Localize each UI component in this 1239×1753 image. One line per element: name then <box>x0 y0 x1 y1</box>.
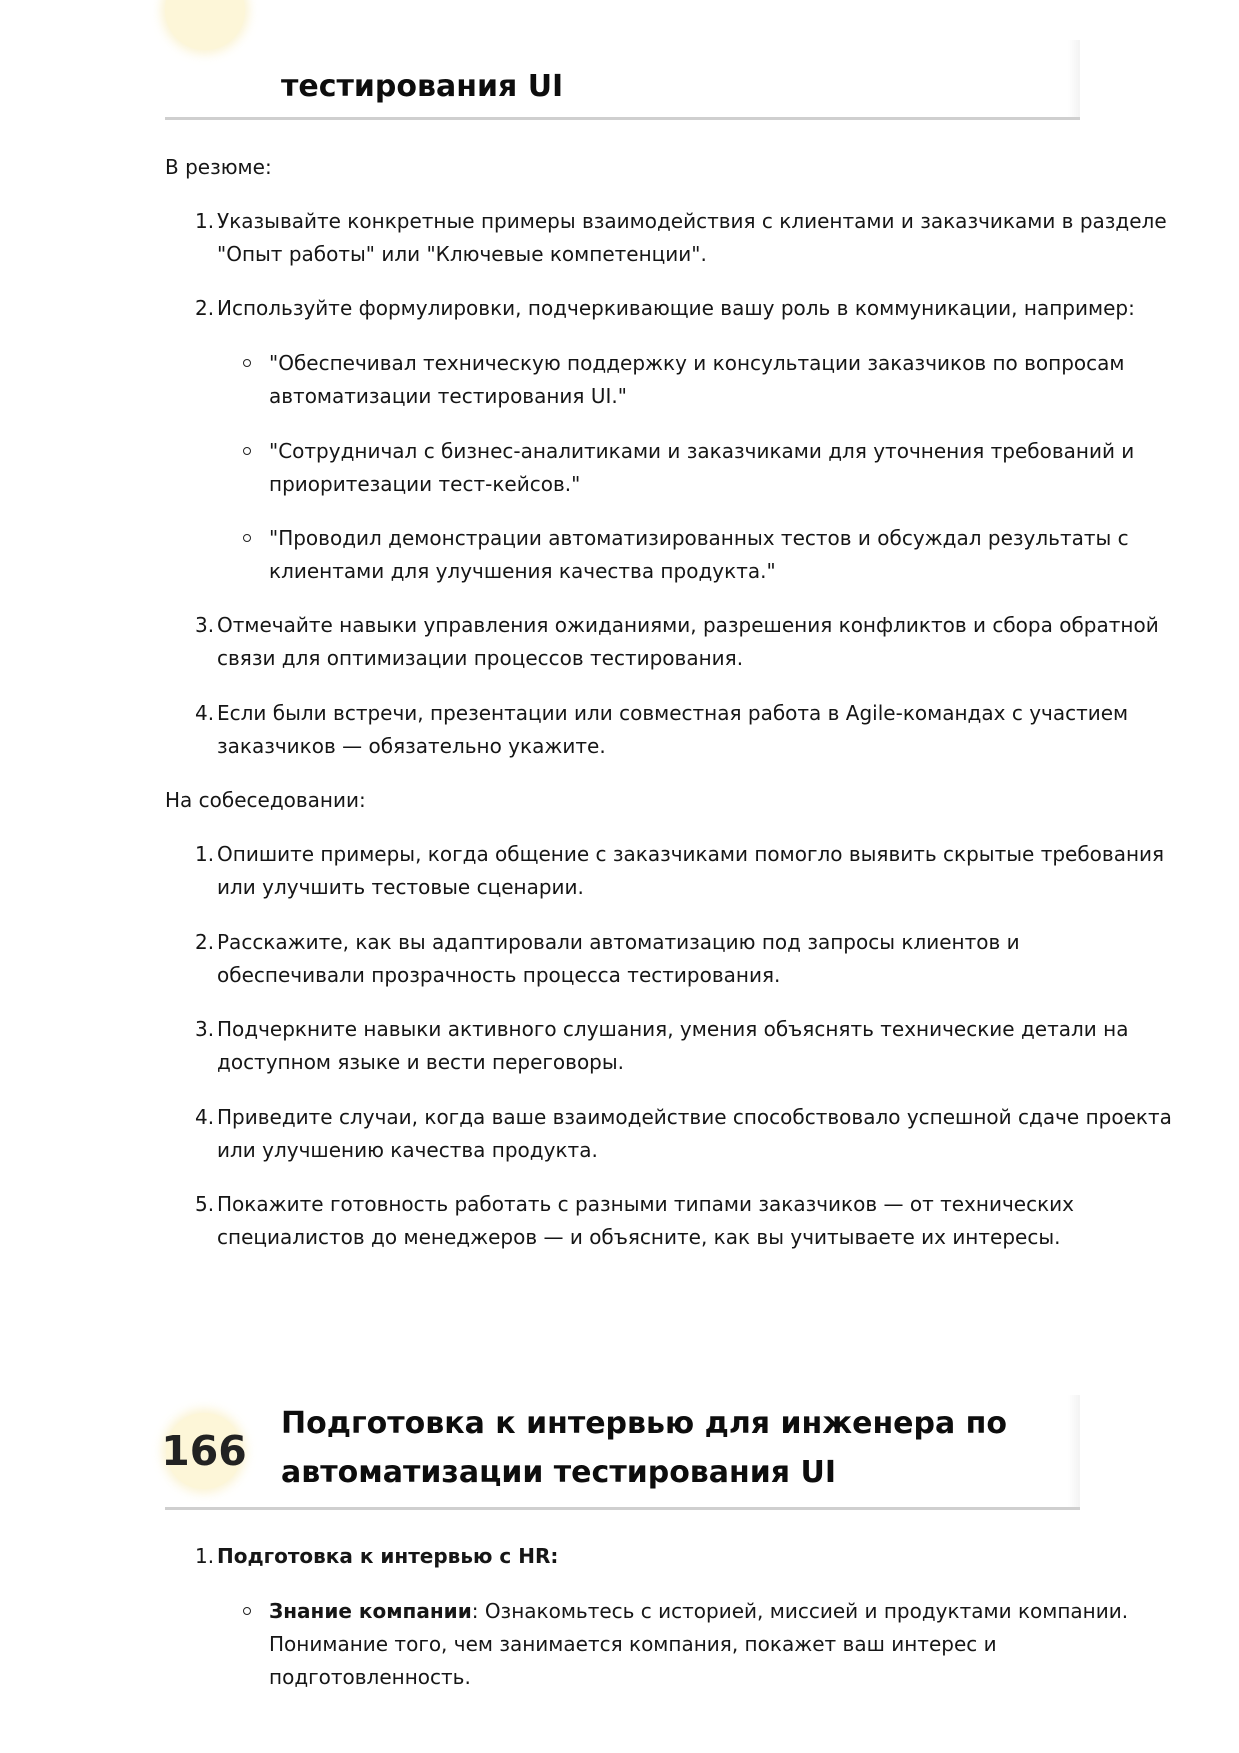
list-item: 1. Указывайте конкретные примеры взаимодействия с клиентами и заказчиками в разделе "Опыт работы" или "Ключевые компетенции". <box>195 209 1167 266</box>
sub-list-item: "Обеспечивал техническую поддержку и консультации заказчиков по вопросам автоматизации тестирования UI." <box>269 347 1125 413</box>
circle-bullet-icon <box>243 1607 251 1615</box>
section-header-top <box>165 40 1080 120</box>
sub-list-item: "Сотрудничал с бизнес-аналитиками и заказчиками для уточнения требований и приоритезации тест-кейсов." <box>269 435 1134 501</box>
list-item: 3. Подчеркните навыки активного слушания, умения объяснять технические детали на доступном языке и вести переговоры. <box>195 1017 1129 1074</box>
circle-bullet-icon <box>243 534 251 542</box>
list-item: 4. Если были встречи, презентации или совместная работа в Agile-командах с участием заказчиков — обязательно укажите. <box>195 701 1129 758</box>
list-item: 4. Приведите случаи, когда ваше взаимодействие способствовало успешной сдаче проекта или улучшению качества продукта. <box>195 1105 1172 1162</box>
interview-heading: На собеседовании: <box>165 788 366 812</box>
circle-bullet-icon <box>243 447 251 455</box>
list-item: 5. Покажите готовность работать с разными типами заказчиков — от технических специалистов до менеджеров — и объясните, как вы учитываете их интересы. <box>195 1192 1074 1249</box>
resume-heading: В резюме: <box>165 155 272 179</box>
list-item: 2. Расскажите, как вы адаптировали автоматизацию под запросы клиентов и обеспечивали прозрачность процесса тестирования. <box>195 930 1020 987</box>
circle-bullet-icon <box>243 359 251 367</box>
section-title-166: Подготовка к интервью для инженера по автоматизации тестирования UI <box>281 1406 1008 1490</box>
list-item: 3. Отмечайте навыки управления ожиданиями, разрешения конфликтов и сбора обратной связи для оптимизации процессов тестирования. <box>195 613 1159 670</box>
sub-list-item: Знание компании: Ознакомьтесь с историей, миссией и продуктами компании. Понимание того, чем занимается компания, покажет ваш интерес и подготовленность. <box>269 1595 1128 1694</box>
section-number-badge: 166 <box>166 1413 242 1489</box>
sub-list-item: "Проводил демонстрации автоматизированных тестов и обсуждал результаты с клиентами для улучшения качества продукта." <box>269 522 1129 588</box>
list-item: 1. Опишите примеры, когда общение с заказчиками помогло выявить скрытые требования или улучшить тестовые сценарии. <box>195 842 1165 899</box>
list-item: 2. Используйте формулировки, подчеркивающие вашу роль в коммуникации, например: <box>195 296 1135 320</box>
section-title-top: тестирования UI <box>281 69 564 104</box>
list-item: 1. Подготовка к интервью с HR: <box>195 1544 559 1568</box>
list-item-label: Подготовка к интервью с HR: <box>217 1544 559 1568</box>
section-header-166 <box>165 1395 1080 1510</box>
